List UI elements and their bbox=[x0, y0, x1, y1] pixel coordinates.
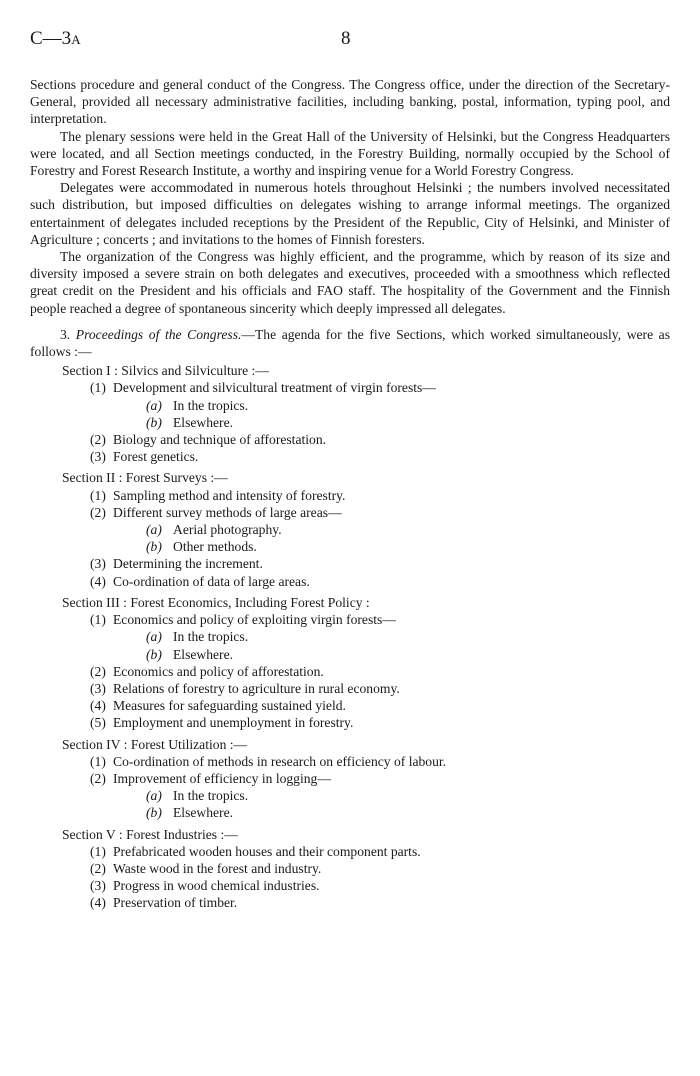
agenda-subitem bbox=[30, 538, 670, 555]
item-number: (1) bbox=[90, 753, 106, 769]
item-number: (2) bbox=[90, 663, 106, 679]
agenda-item bbox=[30, 770, 670, 787]
agenda-item bbox=[30, 611, 670, 628]
subitem-text: Other methods. bbox=[173, 539, 257, 555]
agenda-list bbox=[30, 362, 670, 911]
agenda-item bbox=[30, 431, 670, 448]
item-text: Development and silvicultural treatment of virgin forests— bbox=[113, 380, 436, 396]
subitem-text: In the tropics. bbox=[173, 629, 249, 645]
section-title: Section IV : Forest Utilization :— bbox=[62, 736, 248, 752]
subitem-letter: (b) bbox=[146, 805, 162, 821]
agenda-subitem bbox=[30, 414, 670, 431]
agenda-item bbox=[30, 504, 670, 521]
item-text: Economics and policy of exploiting virgin forests— bbox=[113, 612, 396, 628]
proceedings-paragraph: 3. Proceedings of the Congress.—The agenda for the five Sections, which worked simultaneously, were as follows :— bbox=[30, 326, 671, 360]
agenda-item bbox=[30, 487, 670, 504]
item-number: (4) bbox=[90, 698, 106, 714]
agenda-subitem bbox=[30, 787, 670, 804]
item-number: (2) bbox=[90, 770, 106, 786]
agenda-item bbox=[30, 379, 670, 396]
paragraph: Delegates were accommodated in numerous hotels throughout Helsinki ; the numbers involved necessitated such distribution, but imposed difficulties on delegates wishing to arrange informal meetings. The organized entertainment of delegates included receptions by the President of the Republic, City of Helsinki, and Minister of Agriculture ; concerts ; and invitations to the homes of Finnish foresters. bbox=[30, 180, 670, 247]
agenda-item bbox=[30, 448, 670, 465]
item-number: (1) bbox=[90, 380, 106, 396]
item-number: (5) bbox=[90, 715, 106, 731]
item-text: Progress in wood chemical industries. bbox=[113, 878, 320, 894]
agenda-item bbox=[30, 843, 670, 860]
agenda-item bbox=[30, 860, 670, 877]
agenda-subitem bbox=[30, 521, 670, 538]
item-number: (2) bbox=[90, 504, 106, 520]
item-number: (3) bbox=[90, 556, 106, 572]
item-number: (3) bbox=[90, 878, 106, 894]
subitem-text: Aerial photography. bbox=[173, 522, 282, 538]
agenda-subitem bbox=[30, 646, 670, 663]
item-number: (1) bbox=[90, 612, 106, 628]
agenda-item bbox=[30, 680, 670, 697]
agenda-item bbox=[30, 555, 670, 572]
item-text: Preservation of timber. bbox=[113, 895, 238, 911]
section-title: Section II : Forest Surveys :— bbox=[62, 470, 228, 486]
subitem-text: In the tropics. bbox=[173, 788, 249, 804]
agenda-item bbox=[30, 663, 670, 680]
agenda-item bbox=[30, 753, 670, 770]
agenda-subitem bbox=[30, 397, 670, 414]
item-text: Determining the increment. bbox=[113, 556, 263, 572]
item-text: Prefabricated wooden houses and their component parts. bbox=[113, 843, 421, 859]
subitem-text: Elsewhere. bbox=[173, 414, 234, 430]
subitem-letter: (a) bbox=[146, 522, 162, 538]
item-text: Co-ordination of methods in research on efficiency of labour. bbox=[113, 753, 447, 769]
item-text: Improvement of efficiency in logging— bbox=[113, 770, 331, 786]
item-text: Relations of forestry to agriculture in rural economy. bbox=[113, 680, 400, 696]
item-text: Employment and unemployment in forestry. bbox=[113, 715, 354, 731]
item-number: (3) bbox=[90, 680, 106, 696]
item-text: Biology and technique of afforestation. bbox=[113, 432, 327, 448]
document-body bbox=[30, 76, 670, 912]
agenda-item bbox=[30, 877, 670, 894]
subitem-letter: (b) bbox=[146, 414, 162, 430]
item-number: (3) bbox=[90, 449, 106, 465]
item-text: Sampling method and intensity of forestry. bbox=[113, 487, 346, 503]
subitem-letter: (b) bbox=[146, 539, 162, 555]
item-number: (2) bbox=[90, 860, 106, 876]
agenda-item bbox=[30, 697, 670, 714]
section-title: Section III : Forest Economics, Including Forest Policy : bbox=[62, 594, 370, 610]
item-number: (2) bbox=[90, 432, 106, 448]
item-text: Economics and policy of afforestation. bbox=[113, 663, 324, 679]
agenda-item bbox=[30, 894, 670, 911]
subitem-letter: (b) bbox=[146, 646, 162, 662]
agenda-item bbox=[30, 714, 670, 731]
paragraph: Sections procedure and general conduct of the Congress. The Congress office, under the direction of the Secretary-General, provided all necessary administrative facilities, including banking, postal, information, typing pool, and interpretation. bbox=[30, 77, 670, 127]
agenda-subitem bbox=[30, 804, 670, 821]
item-text: Co-ordination of data of large areas. bbox=[113, 573, 310, 589]
agenda-item bbox=[30, 573, 670, 590]
subitem-text: In the tropics. bbox=[173, 397, 249, 413]
subitem-letter: (a) bbox=[146, 629, 162, 645]
item-text: Measures for safeguarding sustained yield. bbox=[113, 698, 346, 714]
section-title: Section I : Silvics and Silviculture :— bbox=[62, 363, 269, 379]
item-text: Forest genetics. bbox=[113, 449, 199, 465]
agenda-subitem bbox=[30, 628, 670, 645]
paragraph: The plenary sessions were held in the Great Hall of the University of Helsinki, but the Congress Headquarters were located, and all Section meetings conducted, in the Forestry Building, normally occupied by the School of Forestry and Forest Research Institute, a worthy and inspiring venue for a World Forestry Congress. bbox=[30, 128, 670, 179]
document-reference: C—3A bbox=[30, 28, 81, 49]
item-text: Different survey methods of large areas— bbox=[113, 504, 342, 520]
proceedings-heading: Proceedings of the Congress. bbox=[75, 326, 242, 342]
item-number: (4) bbox=[90, 895, 106, 911]
subitem-letter: (a) bbox=[146, 788, 162, 804]
item-number: (1) bbox=[90, 487, 106, 503]
subitem-letter: (a) bbox=[146, 397, 162, 413]
item-number: (4) bbox=[90, 573, 106, 589]
subitem-text: Elsewhere. bbox=[173, 646, 234, 662]
section-title: Section V : Forest Industries :— bbox=[62, 826, 238, 842]
item-number: (1) bbox=[90, 843, 106, 859]
paragraph: The organization of the Congress was highly efficient, and the programme, which by reason of its size and diversity imposed a severe strain on both delegates and executives, proceeded with a smoothness which reflected great credit on the President and his officials and FAO staff. The hospitality of the Government and the Finnish people reached a degree of spontaneous sincerity which deeply impressed all delegates. bbox=[30, 249, 670, 316]
subitem-text: Elsewhere. bbox=[173, 805, 234, 821]
item-text: Waste wood in the forest and industry. bbox=[113, 860, 322, 876]
page-number: 8 bbox=[341, 28, 351, 49]
